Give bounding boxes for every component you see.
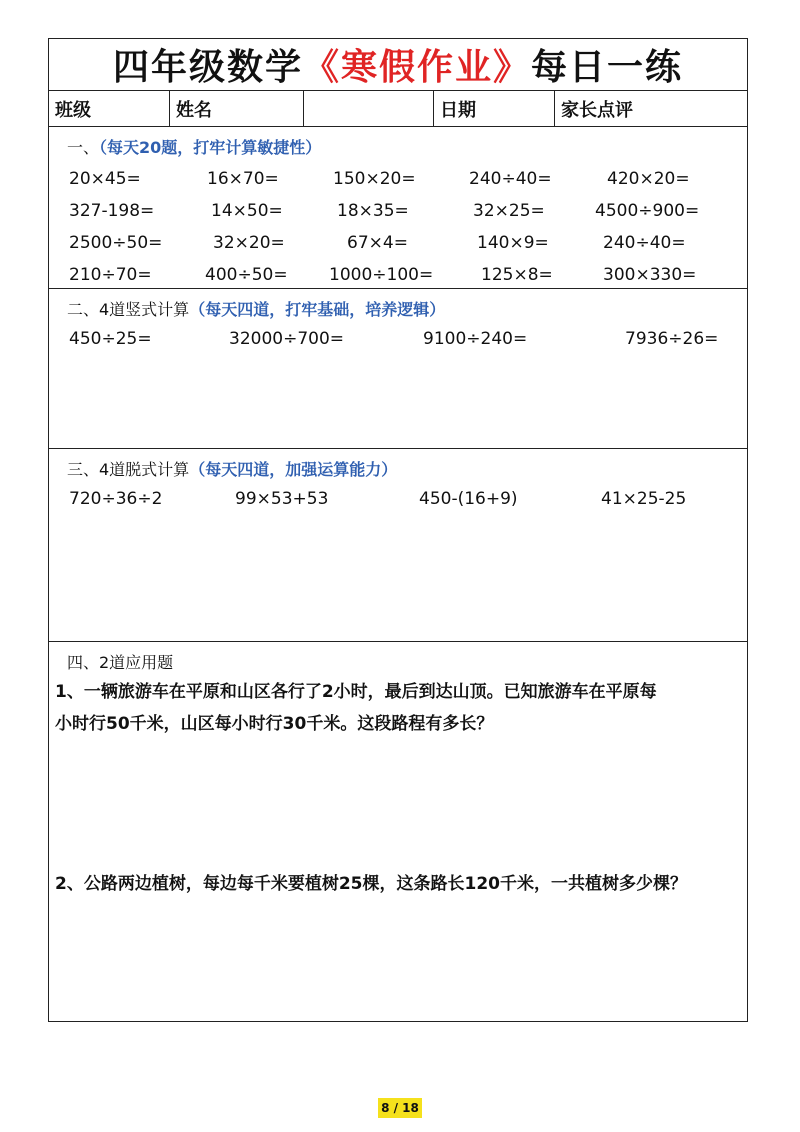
section2-label: 二、4道竖式计算 (67, 300, 190, 319)
problem: 400÷50= (205, 265, 288, 285)
parent-comment-label: 家长点评 (561, 99, 633, 121)
problem: 420×20= (607, 169, 690, 189)
section3-heading (67, 457, 397, 480)
problem: 41×25-25 (601, 489, 687, 509)
worksheet-title (49, 39, 747, 91)
worksheet (48, 38, 748, 1022)
problem: 720÷36÷2 (69, 489, 163, 509)
page-number: 8 / 18 (378, 1098, 422, 1118)
problem: 1000÷100= (329, 265, 434, 285)
title-highlight: 《寒假作业》 (302, 46, 531, 88)
date-label: 日期 (434, 91, 555, 126)
problem: 32×20= (213, 233, 285, 253)
section3-label: 三、4道脱式计算 (67, 460, 190, 479)
problem: 300×330= (603, 265, 697, 285)
problem: 2500÷50= (69, 233, 163, 253)
section-oral-calculation (49, 127, 747, 289)
section4-label: 四、2道应用题 (67, 653, 174, 672)
class-label: 班级 (49, 91, 170, 126)
section-vertical-calculation (49, 289, 747, 449)
problem: 210÷70= (69, 265, 152, 285)
problem: 32×25= (473, 201, 545, 221)
section2-note: （每天四道，打牢基础，培养逻辑） (189, 300, 446, 319)
word-problem-1-line1: 1、一辆旅游车在平原和山区各行了2小时，最后到达山顶。已知旅游车在平原每 (55, 682, 657, 702)
problem: 450÷25= (69, 329, 152, 349)
problem: 18×35= (337, 201, 409, 221)
problem: 16×70= (207, 169, 279, 189)
problem: 240÷40= (469, 169, 552, 189)
title-prefix: 四年级数学 (112, 46, 303, 88)
section1-label: 一、 (67, 138, 100, 157)
problem: 20×45= (69, 169, 141, 189)
section4-heading (67, 650, 173, 673)
section-step-calculation (49, 449, 747, 642)
section2-heading (67, 297, 445, 320)
word-problem-1-line2: 小时行50千米，山区每小时行30千米。这段路程有多长？ (55, 714, 494, 734)
problem: 140×9= (477, 233, 549, 253)
problem: 125×8= (481, 265, 553, 285)
name-field[interactable] (304, 91, 434, 126)
section-word-problems (49, 642, 747, 1025)
problem: 99×53+53 (235, 489, 329, 509)
word-problem-2: 2、公路两边植树，每边每千米要植树25棵，这条路长120千米，一共植树多少棵？ (55, 874, 687, 894)
section1-heading (67, 135, 321, 158)
problem: 32000÷700= (229, 329, 345, 349)
section1-note: （每天20题，打牢计算敏捷性） (99, 138, 322, 157)
problem: 327-198= (69, 201, 155, 221)
problem: 240÷40= (603, 233, 686, 253)
problem: 9100÷240= (423, 329, 528, 349)
section3-note: （每天四道，加强运算能力） (189, 460, 398, 479)
problem: 67×4= (347, 233, 408, 253)
problem: 4500÷900= (595, 201, 700, 221)
problem: 450-(16+9) (419, 489, 518, 509)
title-suffix: 每日一练 (531, 46, 684, 88)
name-label: 姓名 (170, 91, 304, 126)
problem: 14×50= (211, 201, 283, 221)
word-problem-1 (55, 676, 745, 740)
problem: 150×20= (333, 169, 416, 189)
info-row (49, 91, 747, 127)
problem: 7936÷26= (625, 329, 719, 349)
